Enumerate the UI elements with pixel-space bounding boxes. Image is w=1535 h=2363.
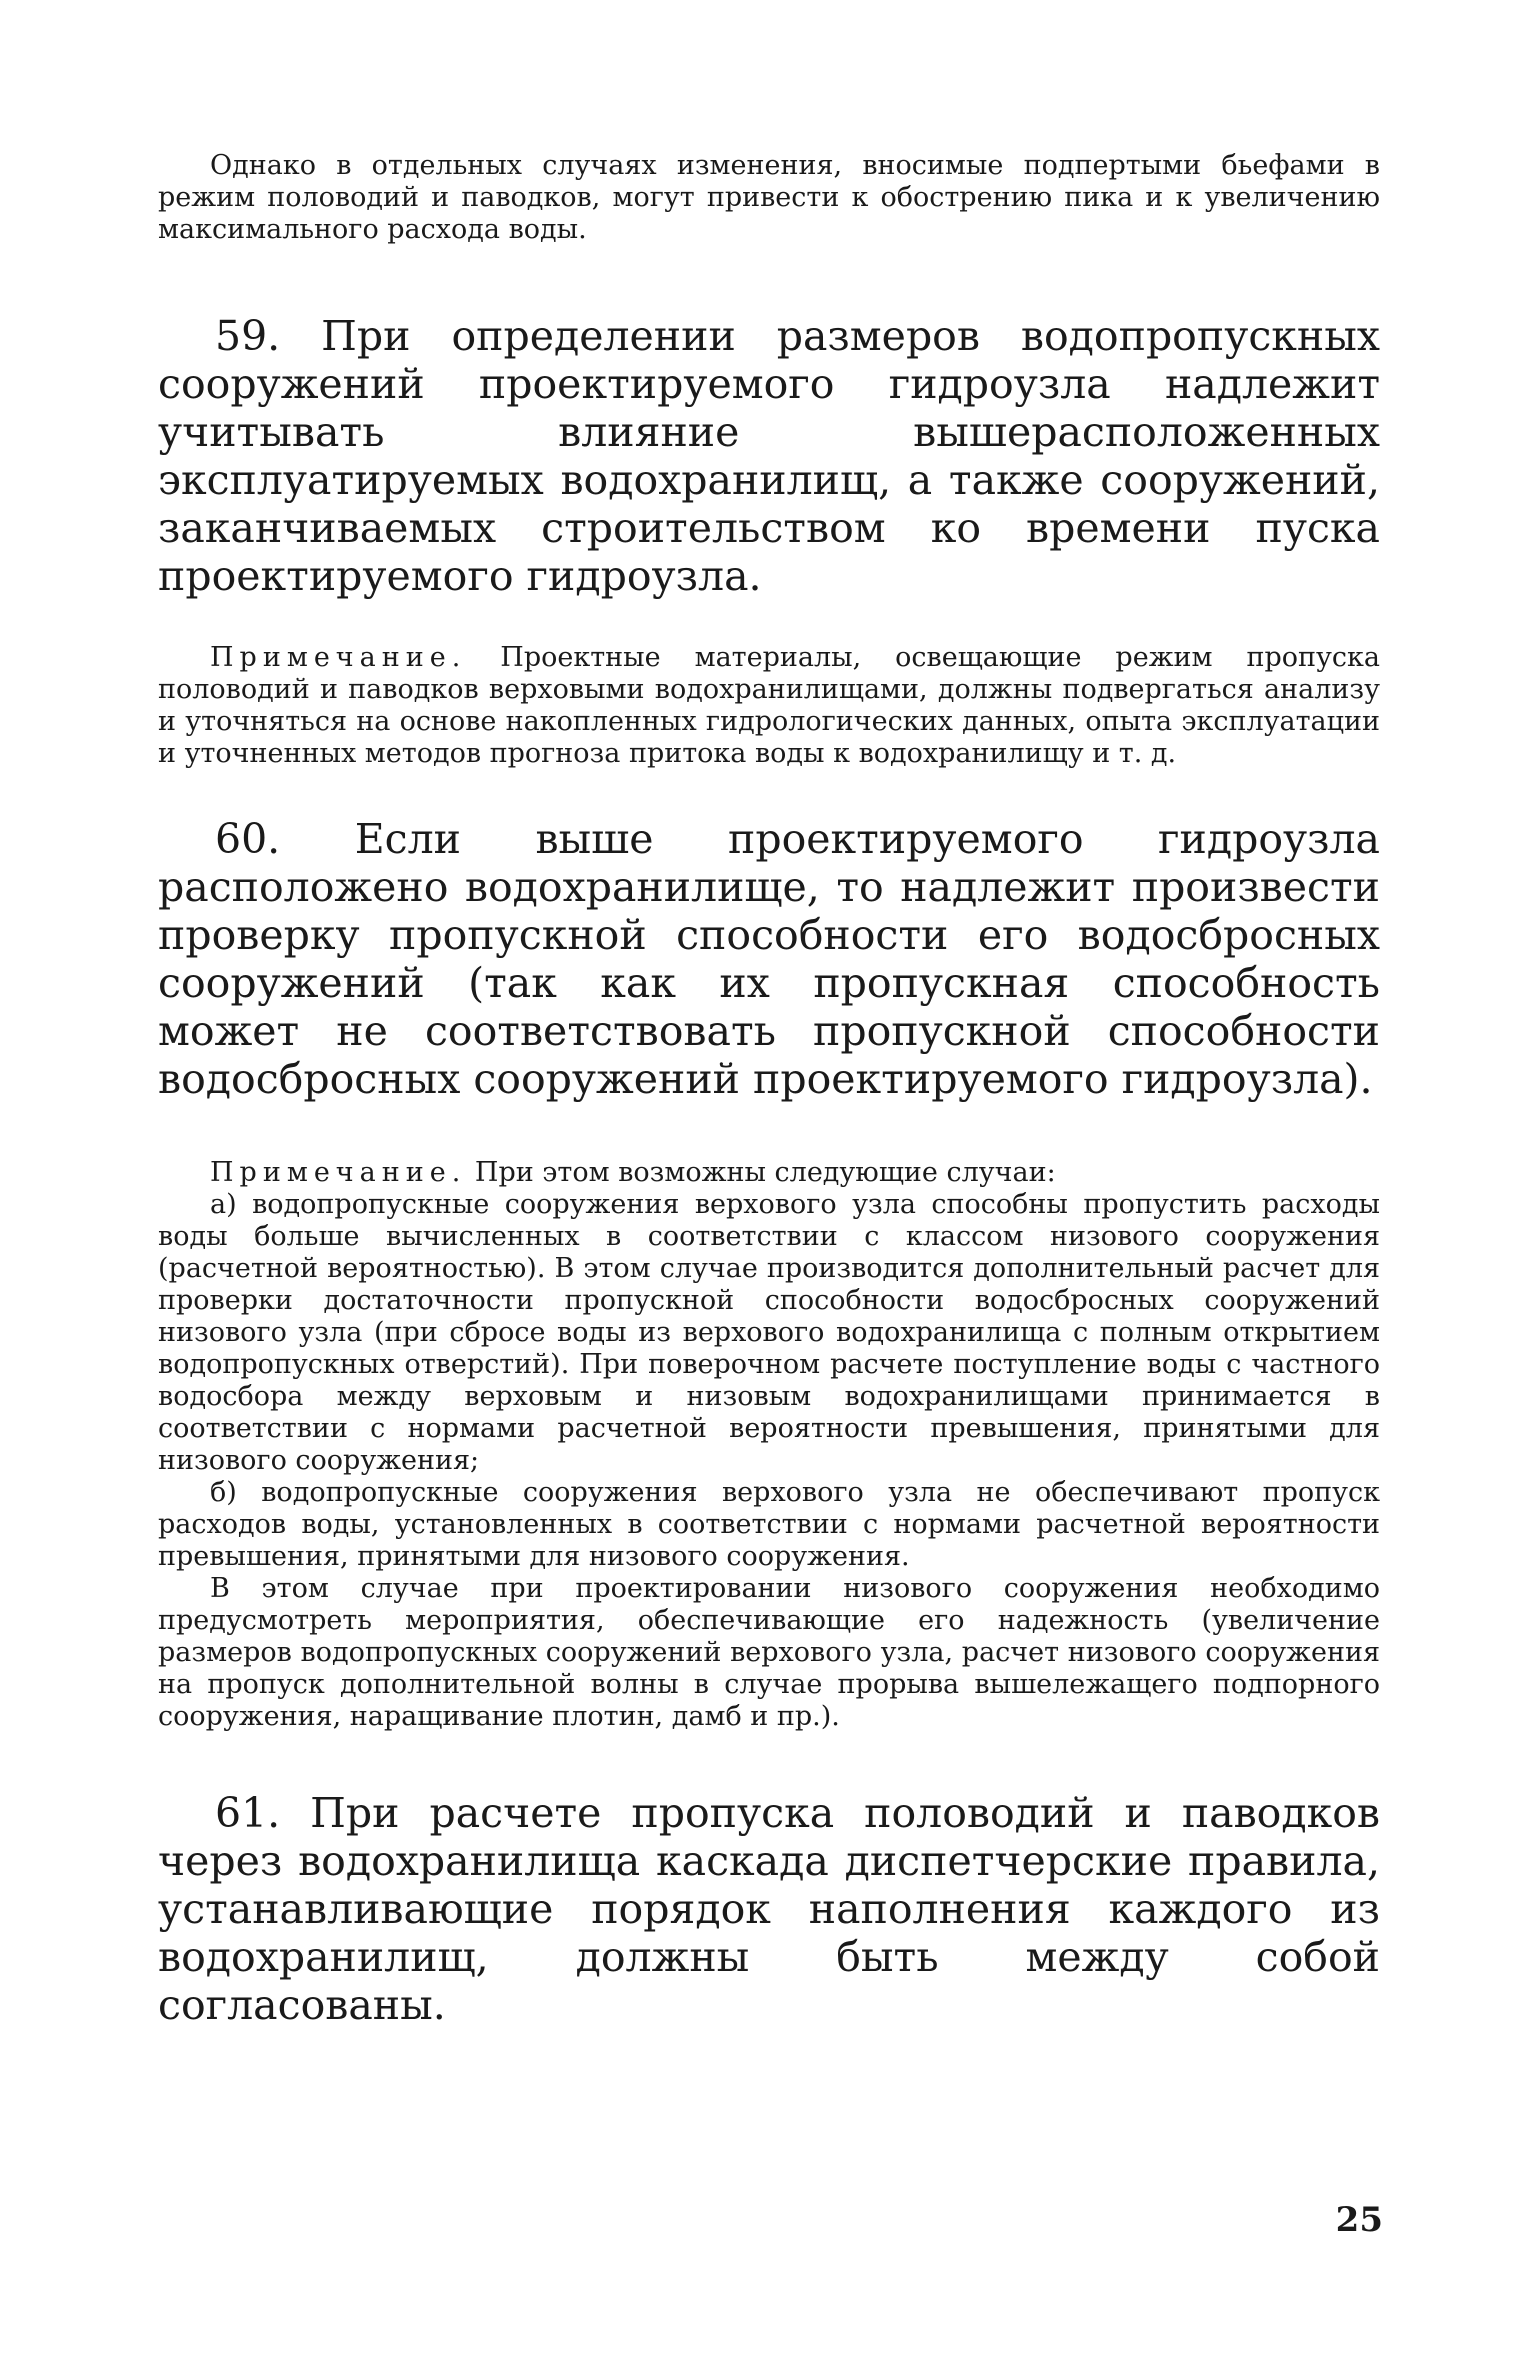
note-59-heading: Примечание. [210, 642, 467, 673]
section-59-paragraph: 59. При определении размеров водопропускных сооружений проектируемого гидроузла надлежит учитывать влияние вышерасположенных эксплуатируемых водохранилищ, а также сооружений, заканчиваемых строительством ко времени пуска проектируемого гидроузла. [158, 312, 1380, 600]
page-number: 25 [1335, 2200, 1383, 2240]
note-60-case-b: б) водопропускные сооружения верхового узла не обеспечивают пропуск расходов воды, установленных в соответствии с нормами расчетной вероятности превышения, принятыми для низового сооружения. [158, 1477, 1380, 1572]
note-60-text: При этом возможны следующие случаи: [466, 1157, 1056, 1188]
section-60-paragraph: 60. Если выше проектируемого гидроузла расположено водохранилище, то надлежит произвести проверку пропускной способности его водосбросных сооружений (так как их пропускная способность может не соответствовать пропускной способности водосбросных сооружений проектируемого гидроузла). [158, 815, 1380, 1103]
note-60-case-b-continued: В этом случае при проектировании низового сооружения необходимо предусмотреть мероприятия, обеспечивающие его надежность (увеличение размеров водопропускных сооружений верхового узла, расчет низового сооружения на пропуск дополнительной волны в случае прорыва вышележащего подпорного сооружения, наращивание плотин, дамб и пр.). [158, 1573, 1380, 1732]
intro-paragraph: Однако в отдельных случаях изменения, вносимые подпертыми бьефами в режим половодий и паводков, могут привести к обострению пика и к увеличению максимального расхода воды. [158, 150, 1380, 245]
section-61-paragraph: 61. При расчете пропуска половодий и паводков через водохранилища каскада диспетчерские правила, устанавливающие порядок наполнения каждого из водохранилищ, должны быть между собой согласованы. [158, 1789, 1380, 2029]
note-60-case-a: а) водопропускные сооружения верхового узла способны пропустить расходы воды больше вычисленных в соответствии с классом низового сооружения (расчетной вероятностью). В этом случае производится дополнительный расчет для проверки достаточности пропускной способности водосбросных сооружений низового узла (при сбросе воды из верхового водохранилища с полным открытием водопропускных отверстий). При поверочном расчете поступление воды с частного водосбора между верховым и низовым водохранилищами принимается в соответствии с нормами расчетной вероятности превышения, принятыми для низового сооружения; [158, 1189, 1380, 1476]
note-59-text: Проектные материалы, освещающие режим пропуска половодий и паводков верховыми водохранилищами, должны подвергаться анализу и уточняться на основе накопленных гидрологических данных, опыта эксплуатации и уточненных методов прогноза притока воды к водохранилищу и т. д. [158, 642, 1380, 769]
note-60-heading: Примечание. [210, 1157, 467, 1188]
note-59 [158, 642, 1380, 770]
document-page [158, 150, 1380, 2029]
note-60-intro [158, 1157, 1380, 1189]
note-60 [158, 1157, 1380, 1733]
